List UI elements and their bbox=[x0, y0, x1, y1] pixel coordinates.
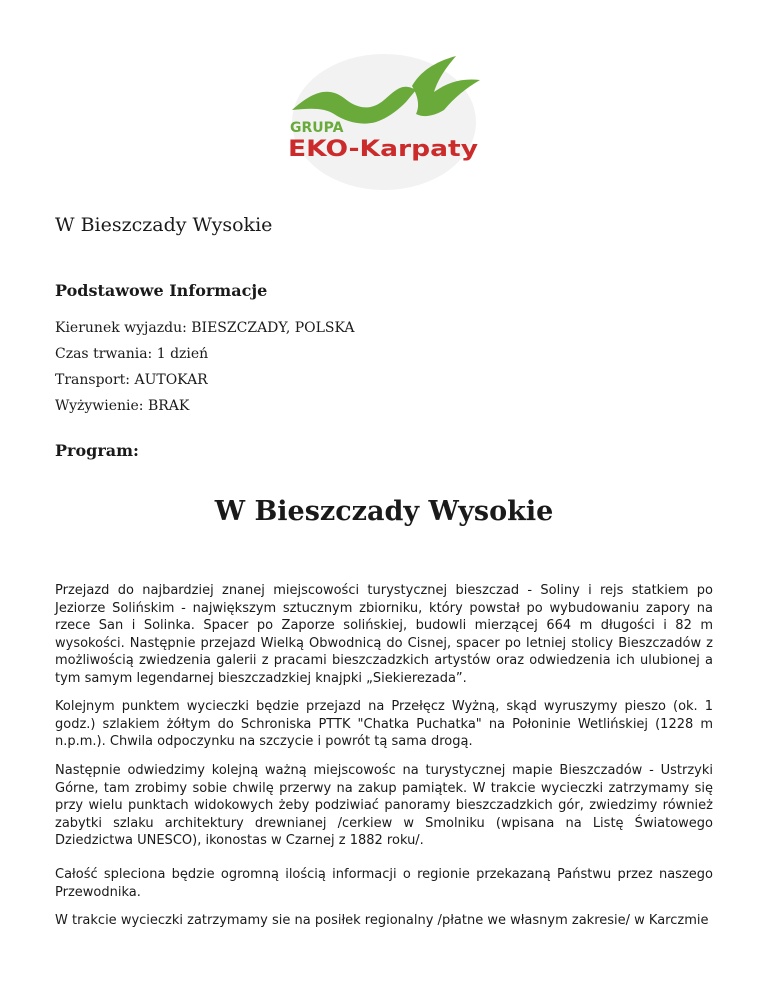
program-title: W Bieszczady Wysokie bbox=[214, 496, 554, 527]
info-duration: Czas trwania: 1 dzień bbox=[55, 346, 209, 362]
program-paragraph: Następnie odwiedzimy kolejną ważną miejscowośc na turystycznej mapie Bieszczadów - Ustrzyki Górne, tam zrobimy sobie chwilę przerwy na zakup pamiątek. W trakcie wycieczki zatrzymamy się przy wielu punktach widokowych żeby podziwiać panoramy bieszczadzkich gór, zwiedzimy również zabytki szlaku architektury drewnianej /cerkiew w Smolniku (wpisana na Listę Światowego Dziedzictwa UNESCO), ikonostas w Czarnej z 1882 roku/. bbox=[55, 763, 713, 848]
company-logo bbox=[284, 52, 484, 192]
program-paragraph: Przejazd do najbardziej znanej miejscowości turystycznej bieszczad - Soliny i rejs statkiem po Jeziorze Solińskim - największym sztucznym zbiorniku, który powstał po wybudowaniu zapory na rzece San i Solinka. Spacer po Zaporze solińskiej, budowli mierzącej 664 m długości i 82 m wysokości. Następnie przejazd Wielką Obwodnicą do Cisnej, spacer po letniej stolicy Bieszczadów z możliwością zwiedzenia galerii z pracami bieszczadzkich artystów oraz odwiedzenia ich ulubionej a tym samym legendarnej bieszczadzkiej knajpki „Siekierezada”. bbox=[55, 583, 713, 686]
info-direction: Kierunek wyjazdu: BIESZCZADY, POLSKA bbox=[55, 320, 355, 336]
info-food: Wyżywienie: BRAK bbox=[55, 398, 190, 414]
logo-graphic bbox=[284, 52, 484, 192]
program-paragraph: W trakcie wycieczki zatrzymamy sie na posiłek regionalny /płatne we własnym zakresie/ w Karczmie bbox=[55, 913, 709, 928]
trip-title: W Bieszczady Wysokie bbox=[55, 214, 273, 236]
basic-info-heading: Podstawowe Informacje bbox=[55, 281, 268, 300]
logo-text-eko-karpaty: EKO-Karpaty bbox=[288, 137, 478, 162]
program-heading: Program: bbox=[55, 441, 139, 460]
info-transport: Transport: AUTOKAR bbox=[55, 372, 208, 388]
program-paragraph: Kolejnym punktem wycieczki będzie przejazd na Przełęcz Wyżną, skąd wyruszymy pieszo (ok. 1 godz.) szlakiem żółtym do Schroniska PTTK "Chatka Puchatka" na Połoninie Wetlińskiej (1228 m n.p.m.). Chwila odpoczynku na szczycie i powrót tą sama drogą. bbox=[55, 699, 713, 749]
program-paragraph: Całość spleciona będzie ogromną ilością informacji o regionie przekazaną Państwu przez naszego Przewodnika. bbox=[55, 867, 713, 900]
logo-text-grupa: GRUPA bbox=[290, 120, 344, 136]
